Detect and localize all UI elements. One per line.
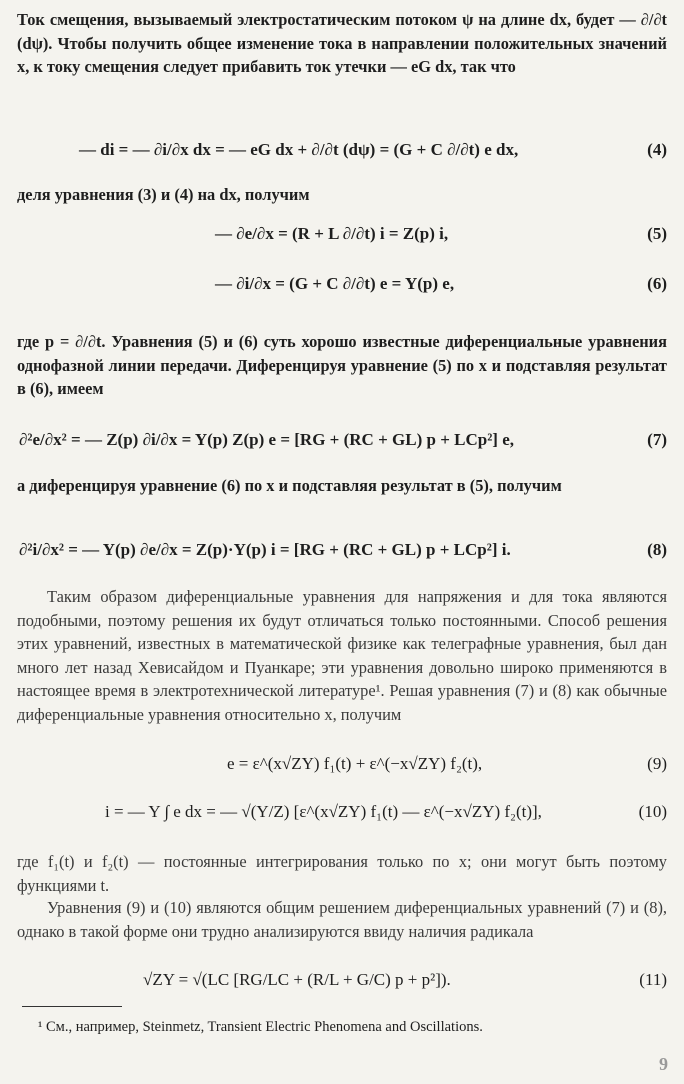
equation-10-number: (10) [638, 802, 667, 821]
equation-6 [17, 262, 667, 306]
equation-6-number: (6) [647, 274, 667, 293]
paragraph-4: а диференцируя уравнение (6) по x и подставляя результат в (5), получим [17, 476, 562, 495]
equation-4-body: — di = — ∂i/∂x dx = — eG dx + ∂/∂t (dψ) = (G + C ∂/∂t) e dx, [79, 140, 519, 159]
equation-5-number: (5) [647, 224, 667, 243]
equation-9-body: e = ε^(x√ZY) f₁(t) + ε^(−x√ZY) f₂(t), [227, 754, 483, 773]
equation-8-number: (8) [647, 540, 667, 559]
equation-5-body: — ∂e/∂x = (R + L ∂/∂t) i = Z(p) i, [215, 224, 449, 243]
equation-9-number: (9) [647, 754, 667, 773]
equation-11-body: √ZY = √(LC [RG/LC + (R/L + G/C) p + p²]). [143, 970, 451, 989]
paragraph-2: деля уравнения (3) и (4) на dx, получим [17, 185, 310, 204]
equation-4-number: (4) [647, 140, 667, 159]
paragraph-7: Уравнения (9) и (10) являются общим решением диференциальных уравнений (7) и (8), однако в такой форме они трудно анализируются ввиду наличия радикала [17, 898, 667, 941]
equation-6-body: — ∂i/∂x = (G + C ∂/∂t) e = Y(p) e, [215, 274, 455, 293]
equation-5 [17, 212, 667, 256]
paragraph-3-rest: . Уравнения (5) и (6) суть хорошо известные диференциальные уравнения однофазной линии передачи. Диференцируя уравнение (5) по x и подставляя результат в (6), имеем [17, 332, 667, 398]
equation-9 [17, 742, 667, 786]
paragraph-6: где f₁(t) и f₂(t) — постоянные интегрирования только по x; они могут быть поэтому функциями t. [17, 852, 667, 895]
footnote-rule [22, 1006, 122, 1007]
equation-10 [17, 790, 667, 834]
equation-10-body: i = — Y ∫ e dx = — √(Y/Z) [ε^(x√ZY) f₁(t) — ε^(−x√ZY) f₂(t)], [105, 802, 542, 821]
paragraph-1: Ток смещения, вызываемый электростатическим потоком ψ на длине dx, будет — ∂/∂t (dψ). Чтобы получить общее изменение тока в направлении положительных значений x, к току смещения следует прибавить ток утечки — eG dx, так что [17, 10, 667, 76]
footnote: ¹ См., например, Steinmetz, Transient Electric Phenomena and Oscillations. [38, 1019, 483, 1035]
equation-7-number: (7) [647, 430, 667, 449]
equation-7-body: ∂²e/∂x² = — Z(p) ∂i/∂x = Y(p) Z(p) e = [RG + (RC + GL) p + LCp²] e, [19, 430, 515, 449]
equation-8 [17, 528, 667, 572]
equation-11 [17, 958, 667, 1002]
paragraph-3 [17, 330, 667, 401]
equation-11-number: (11) [639, 970, 667, 989]
paragraph-5: Таким образом диференциальные уравнения для напряжения и для тока являются подобными, поэтому решения их будут отличаться только постоянными. Способ решения этих уравнений, известных в математической физике как телеграфные уравнения, был дан много лет назад Хевисайдом и Пуанкаре; эти уравнения довольно широко применяются в настоящее время в электротехнической литературе¹. Решая уравнения (7) и (8) как обычные диференциальные уравнения относительно x, получим [17, 587, 667, 724]
equation-8-body: ∂²i/∂x² = — Y(p) ∂e/∂x = Z(p)·Y(p) i = [RG + (RC + GL) p + LCp²] i. [19, 540, 511, 559]
equation-4 [17, 128, 667, 172]
p-definition: p = ∂/∂t [45, 332, 102, 351]
equation-7 [17, 418, 667, 462]
page-number: 9 [659, 1054, 668, 1074]
paragraph-3-lead: где [17, 332, 40, 351]
